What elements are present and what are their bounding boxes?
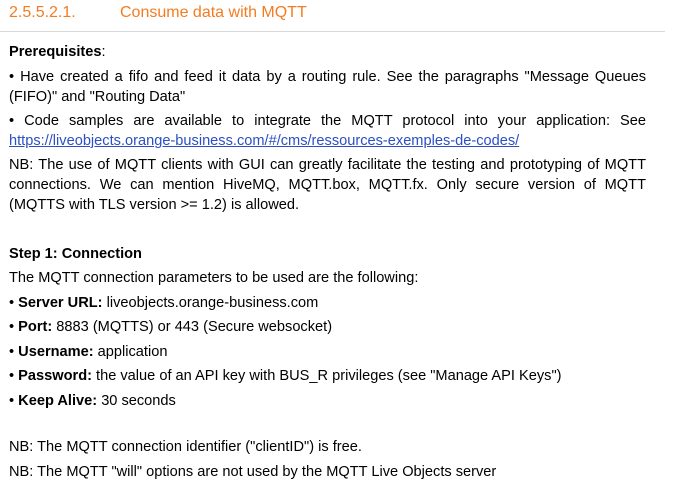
section-title: Consume data with MQTT [120, 4, 307, 21]
prerequisites-label: Prerequisites [9, 44, 102, 60]
bullet: • [9, 113, 15, 129]
prerequisite-item-fifo-text: Have created a fifo and feed it data by a routing rule. See the paragraphs "Message Queues (FIFO)" and "Routing Data" [9, 69, 647, 105]
param-label: Password: [18, 368, 92, 385]
prerequisite-item-code-samples-text: Code samples are available to integrate the MQTT protocol into your application: See [24, 113, 646, 129]
param-password [9, 366, 646, 386]
prerequisite-item-code-samples [9, 111, 646, 151]
bullet: • [9, 368, 15, 385]
mqtt-clients-note: NB: The use of MQTT clients with GUI can greatly facilitate the testing and prototyping of MQTT connections. We can mention HiveMQ, MQTT.box, MQTT.fx. Only secure version of MQTT (MQTTS with TLS version >= 1.2) is allowed. [9, 157, 646, 213]
param-server-url [9, 293, 646, 313]
section-heading [9, 4, 307, 22]
param-value: liveobjects.orange-business.com [106, 294, 319, 311]
bullet: • [9, 69, 15, 85]
connection-intro: The MQTT connection parameters to be used are the following: [9, 270, 419, 286]
param-label: Server URL: [18, 294, 103, 311]
param-label: Keep Alive: [18, 392, 98, 409]
step1-title: Step 1: Connection [9, 246, 142, 262]
param-label: Username: [18, 343, 94, 360]
param-value: application [97, 343, 168, 360]
param-value: 8883 (MQTTS) or 443 (Secure websocket) [56, 319, 333, 336]
connection-params-list [9, 268, 646, 416]
param-value: the value of an API key with BUS_R privileges (see "Manage API Keys") [96, 368, 562, 385]
param-port [9, 317, 646, 337]
code-samples-link[interactable]: https://liveobjects.orange-business.com/#/cms/ressources-exemples-de-codes/ [9, 133, 520, 149]
prerequisites-colon: : [101, 44, 106, 60]
param-keep-alive [9, 391, 646, 411]
prerequisites-heading [9, 42, 646, 62]
will-options-note: NB: The MQTT "will" options are not used by the MQTT Live Objects server [9, 464, 497, 480]
bullet: • [9, 392, 15, 409]
param-value: 30 seconds [101, 392, 176, 409]
prerequisite-item-fifo [9, 67, 646, 107]
step1-heading [9, 244, 646, 264]
bullet: • [9, 319, 15, 336]
bullet: • [9, 294, 15, 311]
client-id-note: NB: The MQTT connection identifier ("clientID") is free. [9, 439, 362, 455]
section-divider [0, 31, 665, 32]
param-username [9, 342, 646, 362]
section-number: 2.5.5.2.1. [9, 4, 76, 21]
param-label: Port: [18, 319, 53, 336]
bullet: • [9, 343, 15, 360]
